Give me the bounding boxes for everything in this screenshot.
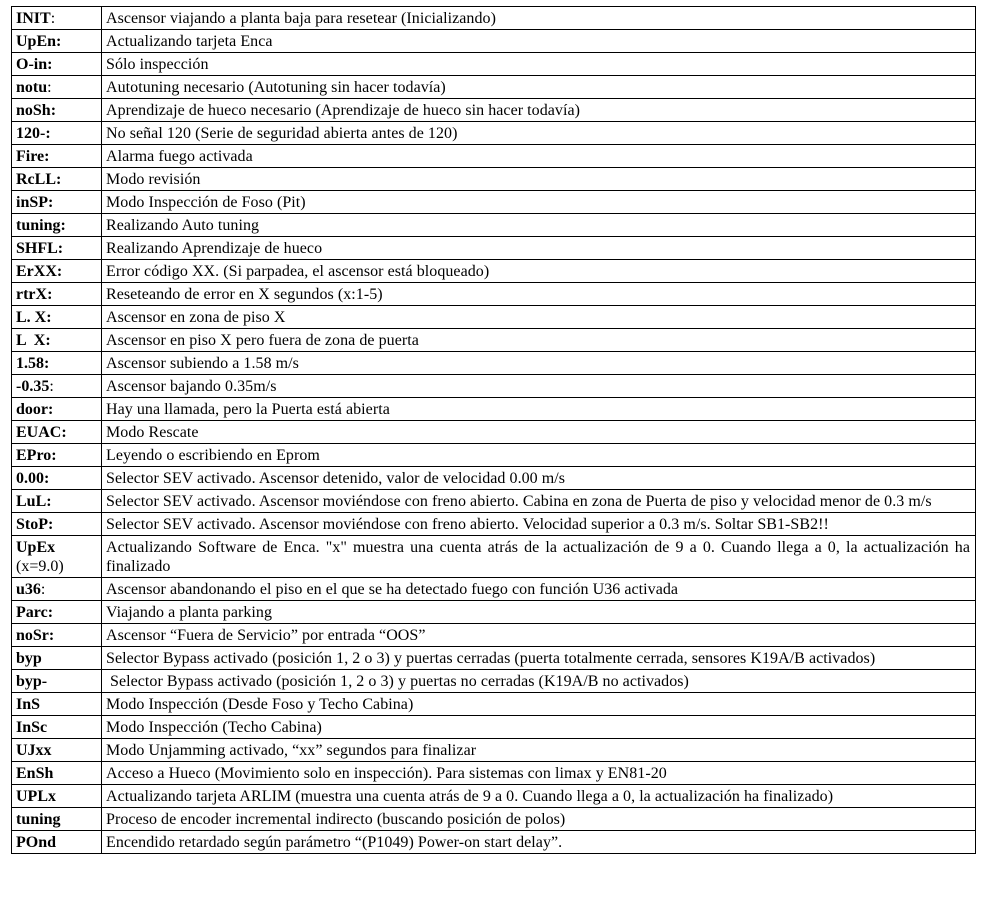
- code-text: byp: [16, 650, 42, 667]
- code-text: L. X:: [16, 309, 52, 326]
- code-text: EPro:: [16, 447, 57, 464]
- description-cell: Selector SEV activado. Ascensor moviéndose con freno abierto. Velocidad superior a 0.3 m/s. Soltar SB1-SB2!!: [102, 513, 976, 536]
- description-cell: Alarma fuego activada: [102, 145, 976, 168]
- code-cell: [12, 624, 102, 647]
- description-cell: Modo Unjamming activado, “xx” segundos para finalizar: [102, 739, 976, 762]
- code-text: Parc:: [16, 604, 54, 621]
- code-text: O-in:: [16, 56, 53, 73]
- description-cell: Sólo inspección: [102, 53, 976, 76]
- code-text: 1.58:: [16, 355, 50, 372]
- code-text: 120-:: [16, 125, 51, 142]
- code-cell: [12, 260, 102, 283]
- table-row: [12, 283, 976, 306]
- code-cell: [12, 601, 102, 624]
- code-text: UJxx: [16, 742, 52, 759]
- description-cell: Reseteando de error en X segundos (x:1-5): [102, 283, 976, 306]
- description-cell: Ascensor “Fuera de Servicio” por entrada “OOS”: [102, 624, 976, 647]
- code-text: UpEn:: [16, 33, 62, 50]
- code-cell: [12, 191, 102, 214]
- code-text: rtrX:: [16, 286, 53, 303]
- table-row: [12, 168, 976, 191]
- code-text: InS: [16, 696, 41, 713]
- code-suffix: :: [40, 581, 46, 598]
- code-text: notu: [16, 79, 48, 96]
- code-cell: [12, 306, 102, 329]
- code-text: LuL:: [16, 493, 52, 510]
- table-row: [12, 490, 976, 513]
- code-text: door:: [16, 401, 54, 418]
- table-body: [12, 7, 976, 854]
- table-row: [12, 601, 976, 624]
- description-cell: Autotuning necesario (Autotuning sin hacer todavía): [102, 76, 976, 99]
- code-suffix: :: [49, 378, 54, 395]
- description-cell: Viajando a planta parking: [102, 601, 976, 624]
- code-text: 0.00:: [16, 470, 50, 487]
- table-row: [12, 237, 976, 260]
- description-cell: Ascensor viajando a planta baja para resetear (Inicializando): [102, 7, 976, 30]
- description-cell: Ascensor subiendo a 1.58 m/s: [102, 352, 976, 375]
- table-row: [12, 647, 976, 670]
- code-text: noSh:: [16, 102, 57, 119]
- code-cell: [12, 352, 102, 375]
- table-row: [12, 260, 976, 283]
- table-row: [12, 670, 976, 693]
- code-cell: [12, 444, 102, 467]
- code-cell: [12, 739, 102, 762]
- table-row: [12, 421, 976, 444]
- code-text: UPLx: [16, 788, 56, 805]
- code-cell: [12, 53, 102, 76]
- table-row: [12, 398, 976, 421]
- code-text: tuning:: [16, 217, 66, 234]
- table-row: [12, 739, 976, 762]
- code-cell: [12, 283, 102, 306]
- description-cell: Proceso de encoder incremental indirecto (buscando posición de polos): [102, 808, 976, 831]
- code-cell: [12, 99, 102, 122]
- code-suffix: :: [47, 79, 52, 96]
- code-suffix: :: [50, 10, 56, 27]
- table-row: [12, 306, 976, 329]
- code-cell: [12, 375, 102, 398]
- table-row: [12, 831, 976, 854]
- code-cell: [12, 76, 102, 99]
- description-cell: Actualizando Software de Enca. "x" muestra una cuenta atrás de la actualización de 9 a 0. Cuando llega a 0, la actualización ha finalizado: [102, 536, 976, 578]
- code-cell: [12, 647, 102, 670]
- table-row: [12, 716, 976, 739]
- code-cell: [12, 490, 102, 513]
- code-text: POnd: [16, 834, 57, 851]
- table-row: [12, 578, 976, 601]
- code-text: EUAC:: [16, 424, 67, 441]
- document-page: [11, 6, 975, 854]
- table-row: [12, 329, 976, 352]
- code-text: noSr:: [16, 627, 55, 644]
- code-subtext: (x=9.0): [16, 558, 64, 575]
- code-cell: [12, 536, 102, 578]
- code-cell: [12, 7, 102, 30]
- description-cell: Actualizando tarjeta Enca: [102, 30, 976, 53]
- table-row: [12, 145, 976, 168]
- description-cell: Encendido retardado según parámetro “(P1049) Power-on start delay”.: [102, 831, 976, 854]
- table-row: [12, 785, 976, 808]
- code-text: SHFL:: [16, 240, 64, 257]
- table-row: [12, 762, 976, 785]
- table-row: [12, 444, 976, 467]
- description-cell: Selector Bypass activado (posición 1, 2 o 3) y puertas no cerradas (K19A/B no activados): [102, 670, 976, 693]
- table-row: [12, 7, 976, 30]
- description-cell: Selector SEV activado. Ascensor moviéndose con freno abierto. Cabina en zona de Puerta de piso y velocidad menor de 0.3 m/s: [102, 490, 976, 513]
- table-row: [12, 808, 976, 831]
- description-cell: Selector Bypass activado (posición 1, 2 o 3) y puertas cerradas (puerta totalmente cerrada, sensores K19A/B activados): [102, 647, 976, 670]
- description-cell: Aprendizaje de hueco necesario (Aprendizaje de hueco sin hacer todavía): [102, 99, 976, 122]
- code-text: tuning: [16, 811, 61, 828]
- table-row: [12, 53, 976, 76]
- table-row: [12, 30, 976, 53]
- code-text: ErXX:: [16, 263, 63, 280]
- code-cell: [12, 831, 102, 854]
- description-cell: Modo Inspección de Foso (Pit): [102, 191, 976, 214]
- table-row: [12, 624, 976, 647]
- description-cell: No señal 120 (Serie de seguridad abierta antes de 120): [102, 122, 976, 145]
- description-cell: Modo Inspección (Techo Cabina): [102, 716, 976, 739]
- code-text: inSP:: [16, 194, 54, 211]
- display-codes-table: [11, 6, 976, 854]
- description-cell: Realizando Aprendizaje de hueco: [102, 237, 976, 260]
- code-cell: [12, 670, 102, 693]
- code-text: -0.35: [16, 378, 50, 395]
- description-cell: Acceso a Hueco (Movimiento solo en inspección). Para sistemas con limax y EN81-20: [102, 762, 976, 785]
- code-cell: [12, 168, 102, 191]
- description-cell: Ascensor en piso X pero fuera de zona de puerta: [102, 329, 976, 352]
- table-row: [12, 693, 976, 716]
- code-cell: [12, 122, 102, 145]
- table-row: [12, 536, 976, 578]
- code-cell: [12, 214, 102, 237]
- description-cell: Leyendo o escribiendo en Eprom: [102, 444, 976, 467]
- code-cell: [12, 762, 102, 785]
- code-cell: [12, 785, 102, 808]
- table-row: [12, 375, 976, 398]
- code-cell: [12, 693, 102, 716]
- code-cell: [12, 421, 102, 444]
- code-cell: [12, 145, 102, 168]
- description-cell: Error código XX. (Si parpadea, el ascensor está bloqueado): [102, 260, 976, 283]
- table-row: [12, 76, 976, 99]
- code-cell: [12, 716, 102, 739]
- code-text: UpEx: [16, 539, 56, 556]
- description-cell: Ascensor en zona de piso X: [102, 306, 976, 329]
- code-cell: [12, 30, 102, 53]
- description-cell: Ascensor abandonando el piso en el que se ha detectado fuego con función U36 activada: [102, 578, 976, 601]
- table-row: [12, 513, 976, 536]
- table-row: [12, 122, 976, 145]
- code-text: RcLL:: [16, 171, 62, 188]
- description-cell: Modo Rescate: [102, 421, 976, 444]
- code-text: EnSh: [16, 765, 54, 782]
- description-cell: Modo Inspección (Desde Foso y Techo Cabina): [102, 693, 976, 716]
- table-row: [12, 99, 976, 122]
- description-cell: Realizando Auto tuning: [102, 214, 976, 237]
- description-cell: Ascensor bajando 0.35m/s: [102, 375, 976, 398]
- code-text: StoP:: [16, 516, 54, 533]
- code-cell: [12, 578, 102, 601]
- code-cell: [12, 329, 102, 352]
- code-text: L X:: [16, 332, 51, 349]
- code-text: byp-: [16, 673, 48, 690]
- table-row: [12, 191, 976, 214]
- code-cell: [12, 237, 102, 260]
- description-cell: Actualizando tarjeta ARLIM (muestra una cuenta atrás de 9 a 0. Cuando llega a 0, la actualización ha finalizado): [102, 785, 976, 808]
- description-cell: Hay una llamada, pero la Puerta está abierta: [102, 398, 976, 421]
- code-cell: [12, 808, 102, 831]
- table-row: [12, 214, 976, 237]
- code-cell: [12, 467, 102, 490]
- code-text: u36: [16, 581, 41, 598]
- code-cell: [12, 513, 102, 536]
- code-text: Fire:: [16, 148, 50, 165]
- table-row: [12, 352, 976, 375]
- code-text: INIT: [16, 10, 51, 27]
- description-cell: Selector SEV activado. Ascensor detenido, valor de velocidad 0.00 m/s: [102, 467, 976, 490]
- code-text: InSc: [16, 719, 48, 736]
- description-cell: Modo revisión: [102, 168, 976, 191]
- code-cell: [12, 398, 102, 421]
- table-row: [12, 467, 976, 490]
